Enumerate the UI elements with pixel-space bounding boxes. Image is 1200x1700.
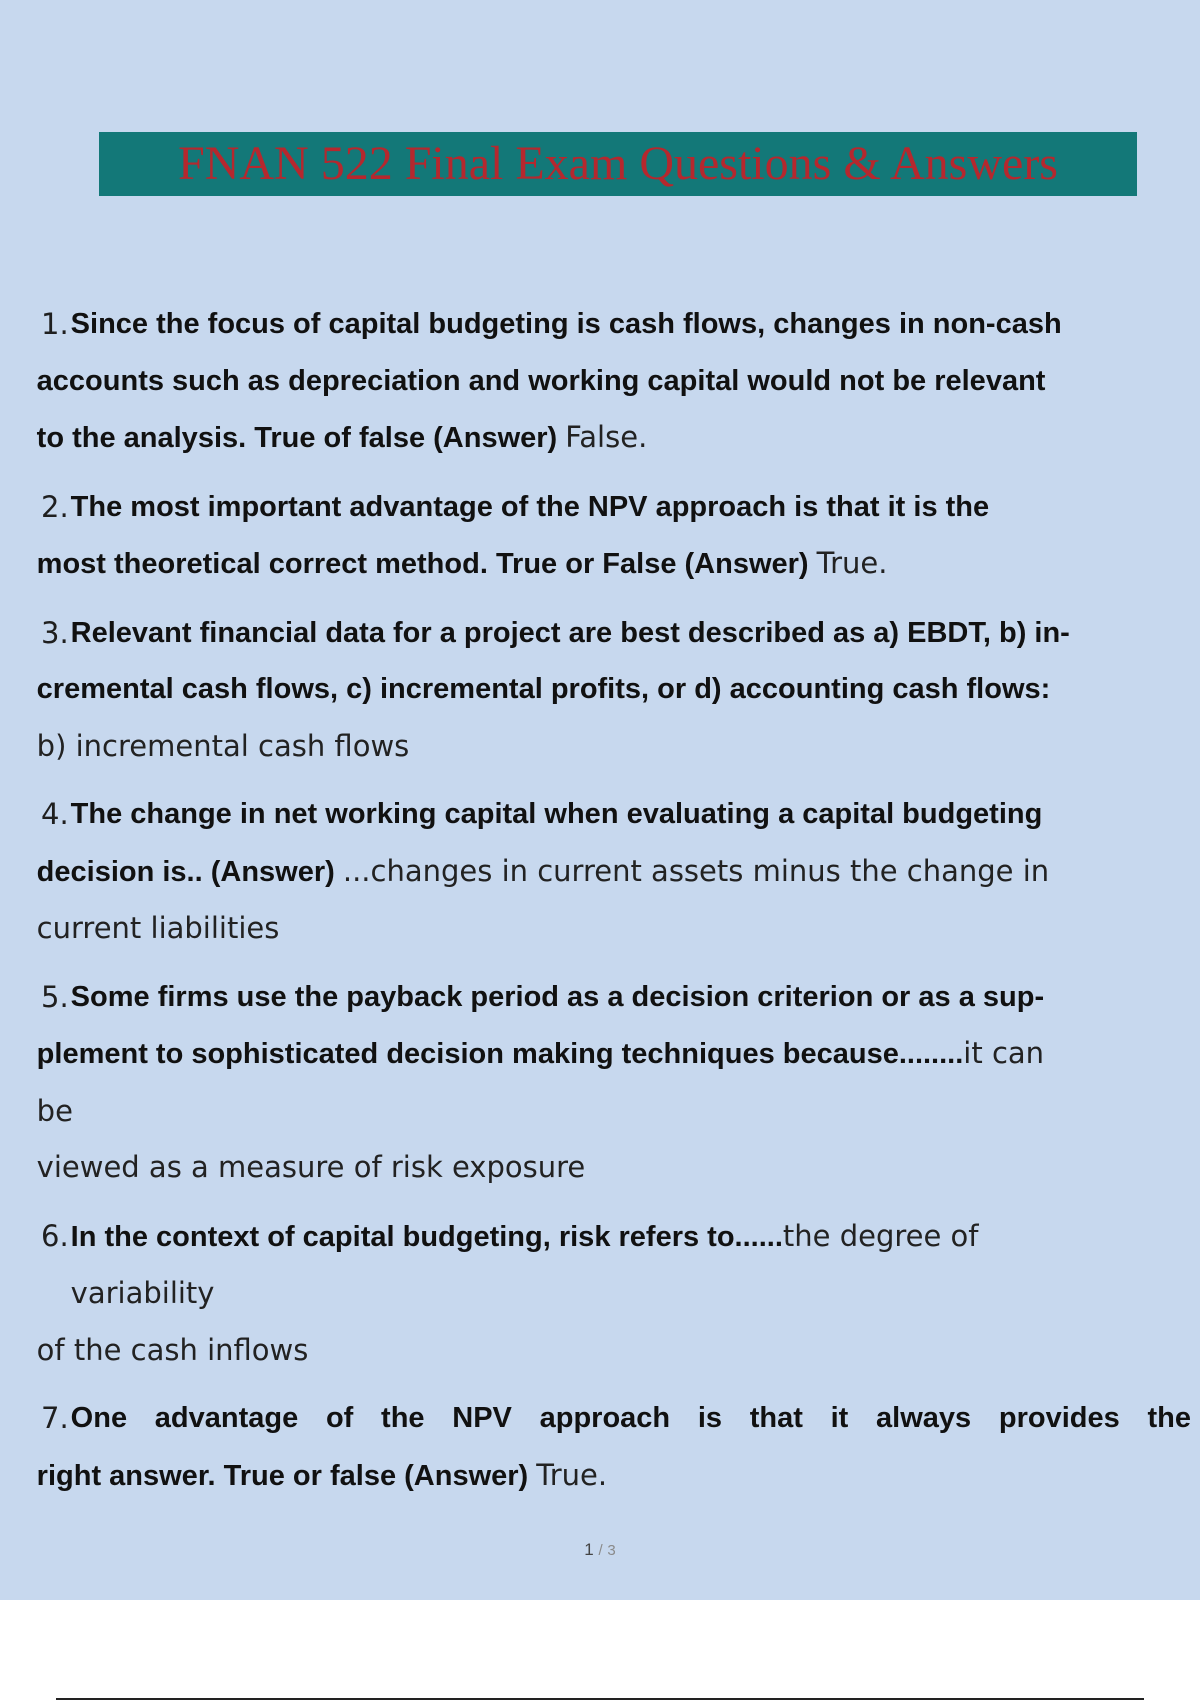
question-number: 4.: [41, 797, 69, 831]
question-text: In the context of capital budgeting, risk refers to......: [70, 1220, 783, 1253]
question-item-3: [36, 605, 1191, 775]
question-item-4: [36, 786, 1191, 957]
answer-text: b) incremental cash flows: [36, 728, 410, 763]
question-number: 7.: [41, 1401, 69, 1435]
answer-text: of the cash inflows: [36, 1332, 309, 1367]
question-number: 1.: [41, 307, 69, 341]
question-text: cremental cash flows, c) incremental profits, or d) accounting cash flows:: [36, 673, 1051, 705]
total-pages: 3: [607, 1542, 616, 1559]
question-text: decision is.. (Answer): [36, 855, 343, 888]
question-item-6: [36, 1208, 1191, 1379]
answer-text: variability: [70, 1276, 215, 1310]
answer-text: the degree of: [782, 1218, 979, 1253]
question-text: right answer. True or false (Answer): [36, 1459, 537, 1492]
question-text: One advantage of the NPV approach is that it always provides the: [70, 1402, 1191, 1434]
question-number: 3.: [41, 615, 69, 650]
document-title: FNAN 522 Final Exam Questions & Answers: [178, 137, 1058, 190]
question-list: [36, 296, 1191, 1516]
answer-text: False.: [565, 420, 648, 454]
current-page: 1: [584, 1540, 594, 1559]
answer-text: viewed as a measure of risk exposure: [36, 1150, 586, 1184]
answer-text: ...changes in current assets minus the change in: [342, 853, 1050, 888]
question-text: The change in net working capital when evaluating a capital budgeting: [70, 798, 1043, 830]
question-number: 5.: [41, 979, 69, 1014]
page-separator: /: [598, 1542, 603, 1559]
question-text: Since the focus of capital budgeting is cash flows, changes in non-cash: [70, 308, 1062, 340]
question-text: Relevant financial data for a project are best described as a) EBDT, b) in-: [70, 616, 1070, 649]
question-item-7: [36, 1390, 1191, 1504]
answer-text: current liabilities: [36, 911, 280, 945]
question-text: most theoretical correct method. True or False (Answer): [36, 548, 817, 580]
answer-text: be: [36, 1093, 73, 1128]
page-indicator: [0, 1540, 1200, 1560]
question-number: 6.: [41, 1218, 69, 1253]
question-text: to the analysis. True of false (Answer): [36, 422, 566, 454]
answer-text: True.: [536, 1457, 608, 1492]
document-title-banner: [99, 132, 1137, 196]
question-item-5: [36, 969, 1191, 1196]
answer-text: True.: [816, 546, 888, 580]
question-text: plement to sophisticated decision making techniques because........: [36, 1038, 964, 1070]
question-item-1: [36, 296, 1191, 467]
question-item-2: [36, 479, 1191, 593]
question-text: Some firms use the payback period as a decision criterion or as a sup-: [70, 980, 1045, 1013]
question-text: accounts such as depreciation and working capital would not be relevant: [36, 364, 1046, 397]
question-number: 2.: [41, 489, 69, 524]
question-text: The most important advantage of the NPV approach is that it is the: [70, 490, 990, 523]
answer-text: it can: [963, 1036, 1045, 1070]
